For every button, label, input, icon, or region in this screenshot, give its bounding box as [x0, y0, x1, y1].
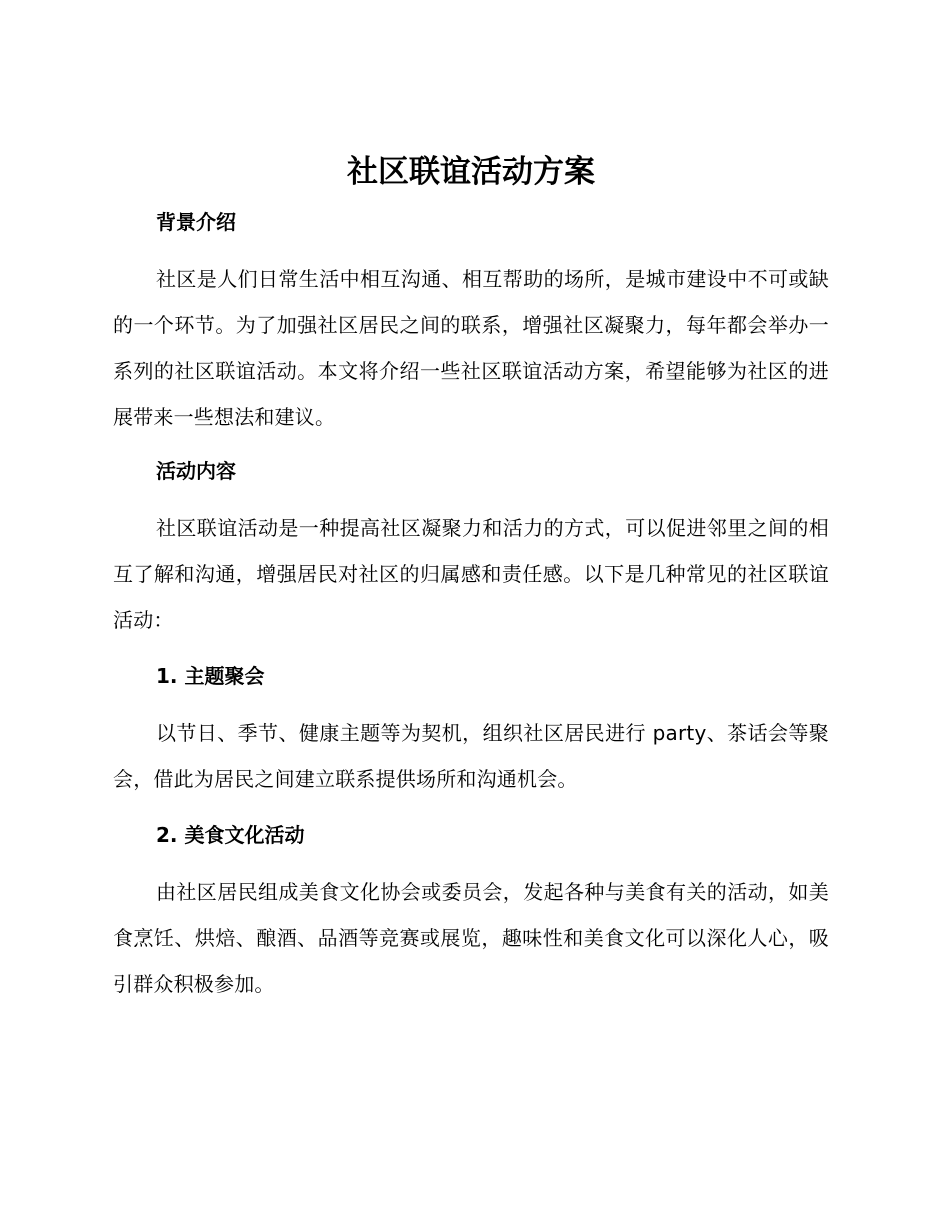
- section-heading-food-culture: 2. 美食文化活动: [156, 823, 305, 847]
- document-title: 社区联谊活动方案: [347, 154, 595, 190]
- section-paragraph-food-culture: 由社区居民组成美食文化协会或委员会，发起各种与美食有关的活动，如美食烹饪、烘焙、酿酒、品酒等竞赛或展览，趣味性和美食文化可以深化人心，吸引群众积极参加。: [113, 880, 829, 996]
- section-paragraph-activities: 社区联谊活动是一种提高社区凝聚力和活力的方式，可以促进邻里之间的相互了解和沟通，增强居民对社区的归属感和责任感。以下是几种常见的社区联谊活动：: [113, 516, 829, 632]
- section-paragraph-theme-party: 以节日、季节、健康主题等为契机，组织社区居民进行 party、茶话会等聚会，借此为居民之间建立联系提供场所和沟通机会。: [113, 721, 829, 791]
- section-paragraph-background: 社区是人们日常生活中相互沟通、相互帮助的场所，是城市建设中不可或缺的一个环节。为了加强社区居民之间的联系，增强社区凝聚力，每年都会举办一系列的社区联谊活动。本文将介绍一些社区联谊活动方案，希望能够为社区的进展带来一些想法和建议。: [113, 267, 829, 429]
- section-heading-activities: 活动内容: [156, 459, 236, 483]
- section-heading-background: 背景介绍: [156, 210, 236, 234]
- section-heading-theme-party: 1. 主题聚会: [156, 664, 265, 688]
